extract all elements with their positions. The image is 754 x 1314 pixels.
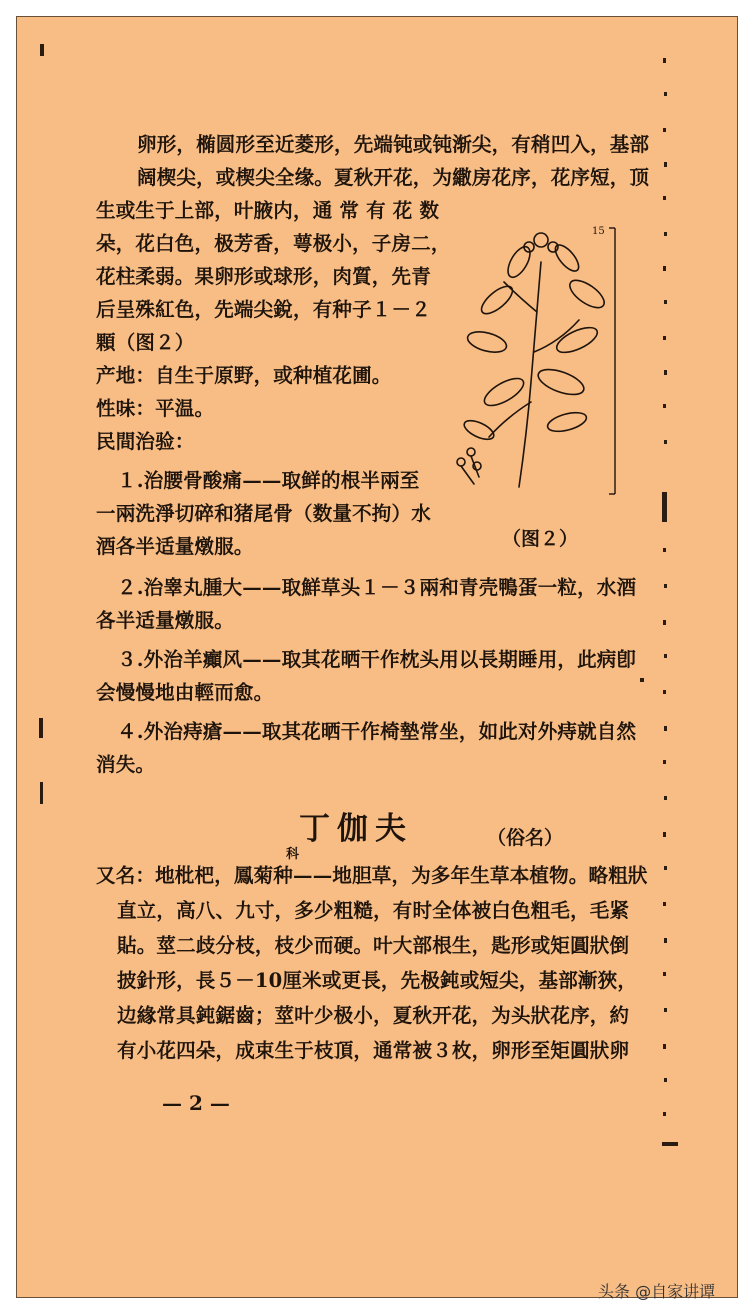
text-line: 顆（图２） xyxy=(96,331,195,354)
text-line: ３.外治羊癲风——取其花晒干作枕头用以長期睡用，此病卽 xyxy=(117,648,637,671)
text-line: 又名：地枇杷，鳳菊种——地胆草，为多年生草本植物。略粗狀 xyxy=(96,864,648,887)
text-line: 会慢慢地由輕而愈。 xyxy=(96,681,274,704)
text-line: 酒各半适量燉服。 xyxy=(96,535,254,558)
text-line: 花柱柔弱。果卵形或球形，肉質，先青 xyxy=(96,265,431,288)
text-line: ４.外治痔瘡——取其花晒干作椅墊常坐，如此对外痔就自然 xyxy=(117,720,637,743)
figure-scale: 15 xyxy=(592,226,605,237)
text-line: 卵形，椭圆形至近菱形，先端钝或钝渐尖，有稍凹入，基部 xyxy=(137,133,650,156)
text-line: 边緣常具鈍鋸齒；莖叶少极小，夏秋开花，为头狀花序，約 xyxy=(117,1004,630,1027)
text-line: 民間治验： xyxy=(96,430,195,453)
watermark: 头条 @自家讲谭 xyxy=(598,1282,716,1301)
text-line: 朵，花白色，极芳香，萼极小，子房二， xyxy=(96,232,451,255)
section-title: 丁伽夫 xyxy=(299,811,413,847)
text-line: 阔楔尖，或楔尖全缘。夏秋开花，为繖房花序，花序短，顶 xyxy=(137,166,650,189)
text-line: 貼。莖二歧分枝，枝少而硬。叶大部根生，匙形或矩圓狀倒 xyxy=(117,934,630,957)
handwritten-note: 科 xyxy=(286,847,300,862)
text-line: 消失。 xyxy=(96,753,156,776)
text-line: 产地：自生于原野，或种植花圃。 xyxy=(96,364,392,387)
text-line: 有小花四朵，成束生于枝頂，通常被３枚，卵形至矩圓狀卵 xyxy=(117,1039,630,1062)
text-line: 生或生于上部，叶腋内，通 常 有 花 数 xyxy=(96,199,440,222)
text-line: 各半适量燉服。 xyxy=(96,609,234,632)
text-line: 披針形，長５－10厘米或更長，先极鈍或短尖，基部漸狹， xyxy=(117,969,638,992)
page-number: — 2 — xyxy=(162,1091,230,1115)
text-line: 一兩洗淨切碎和猪尾骨（数量不拘）水 xyxy=(96,502,431,525)
text-line: 性味：平温。 xyxy=(96,397,215,420)
section-alias: （俗名） xyxy=(487,827,564,849)
text-line: ２.治睾丸腫大——取鮮草头１－３兩和青壳鴨蛋一粒，水酒 xyxy=(117,576,637,599)
text-line: 后呈殊紅色，先端尖銳，有种子１－２ xyxy=(96,298,431,321)
plant-illustration xyxy=(449,222,624,507)
text-line: １.治腰骨酸痛——取鲜的根半兩至 xyxy=(117,469,420,492)
text-line: 直立，高八、九寸，多少粗糙，有时全体被白色粗毛，毛紧 xyxy=(117,899,630,922)
figure-caption: （图２） xyxy=(502,528,579,550)
scanned-page xyxy=(17,17,737,1297)
